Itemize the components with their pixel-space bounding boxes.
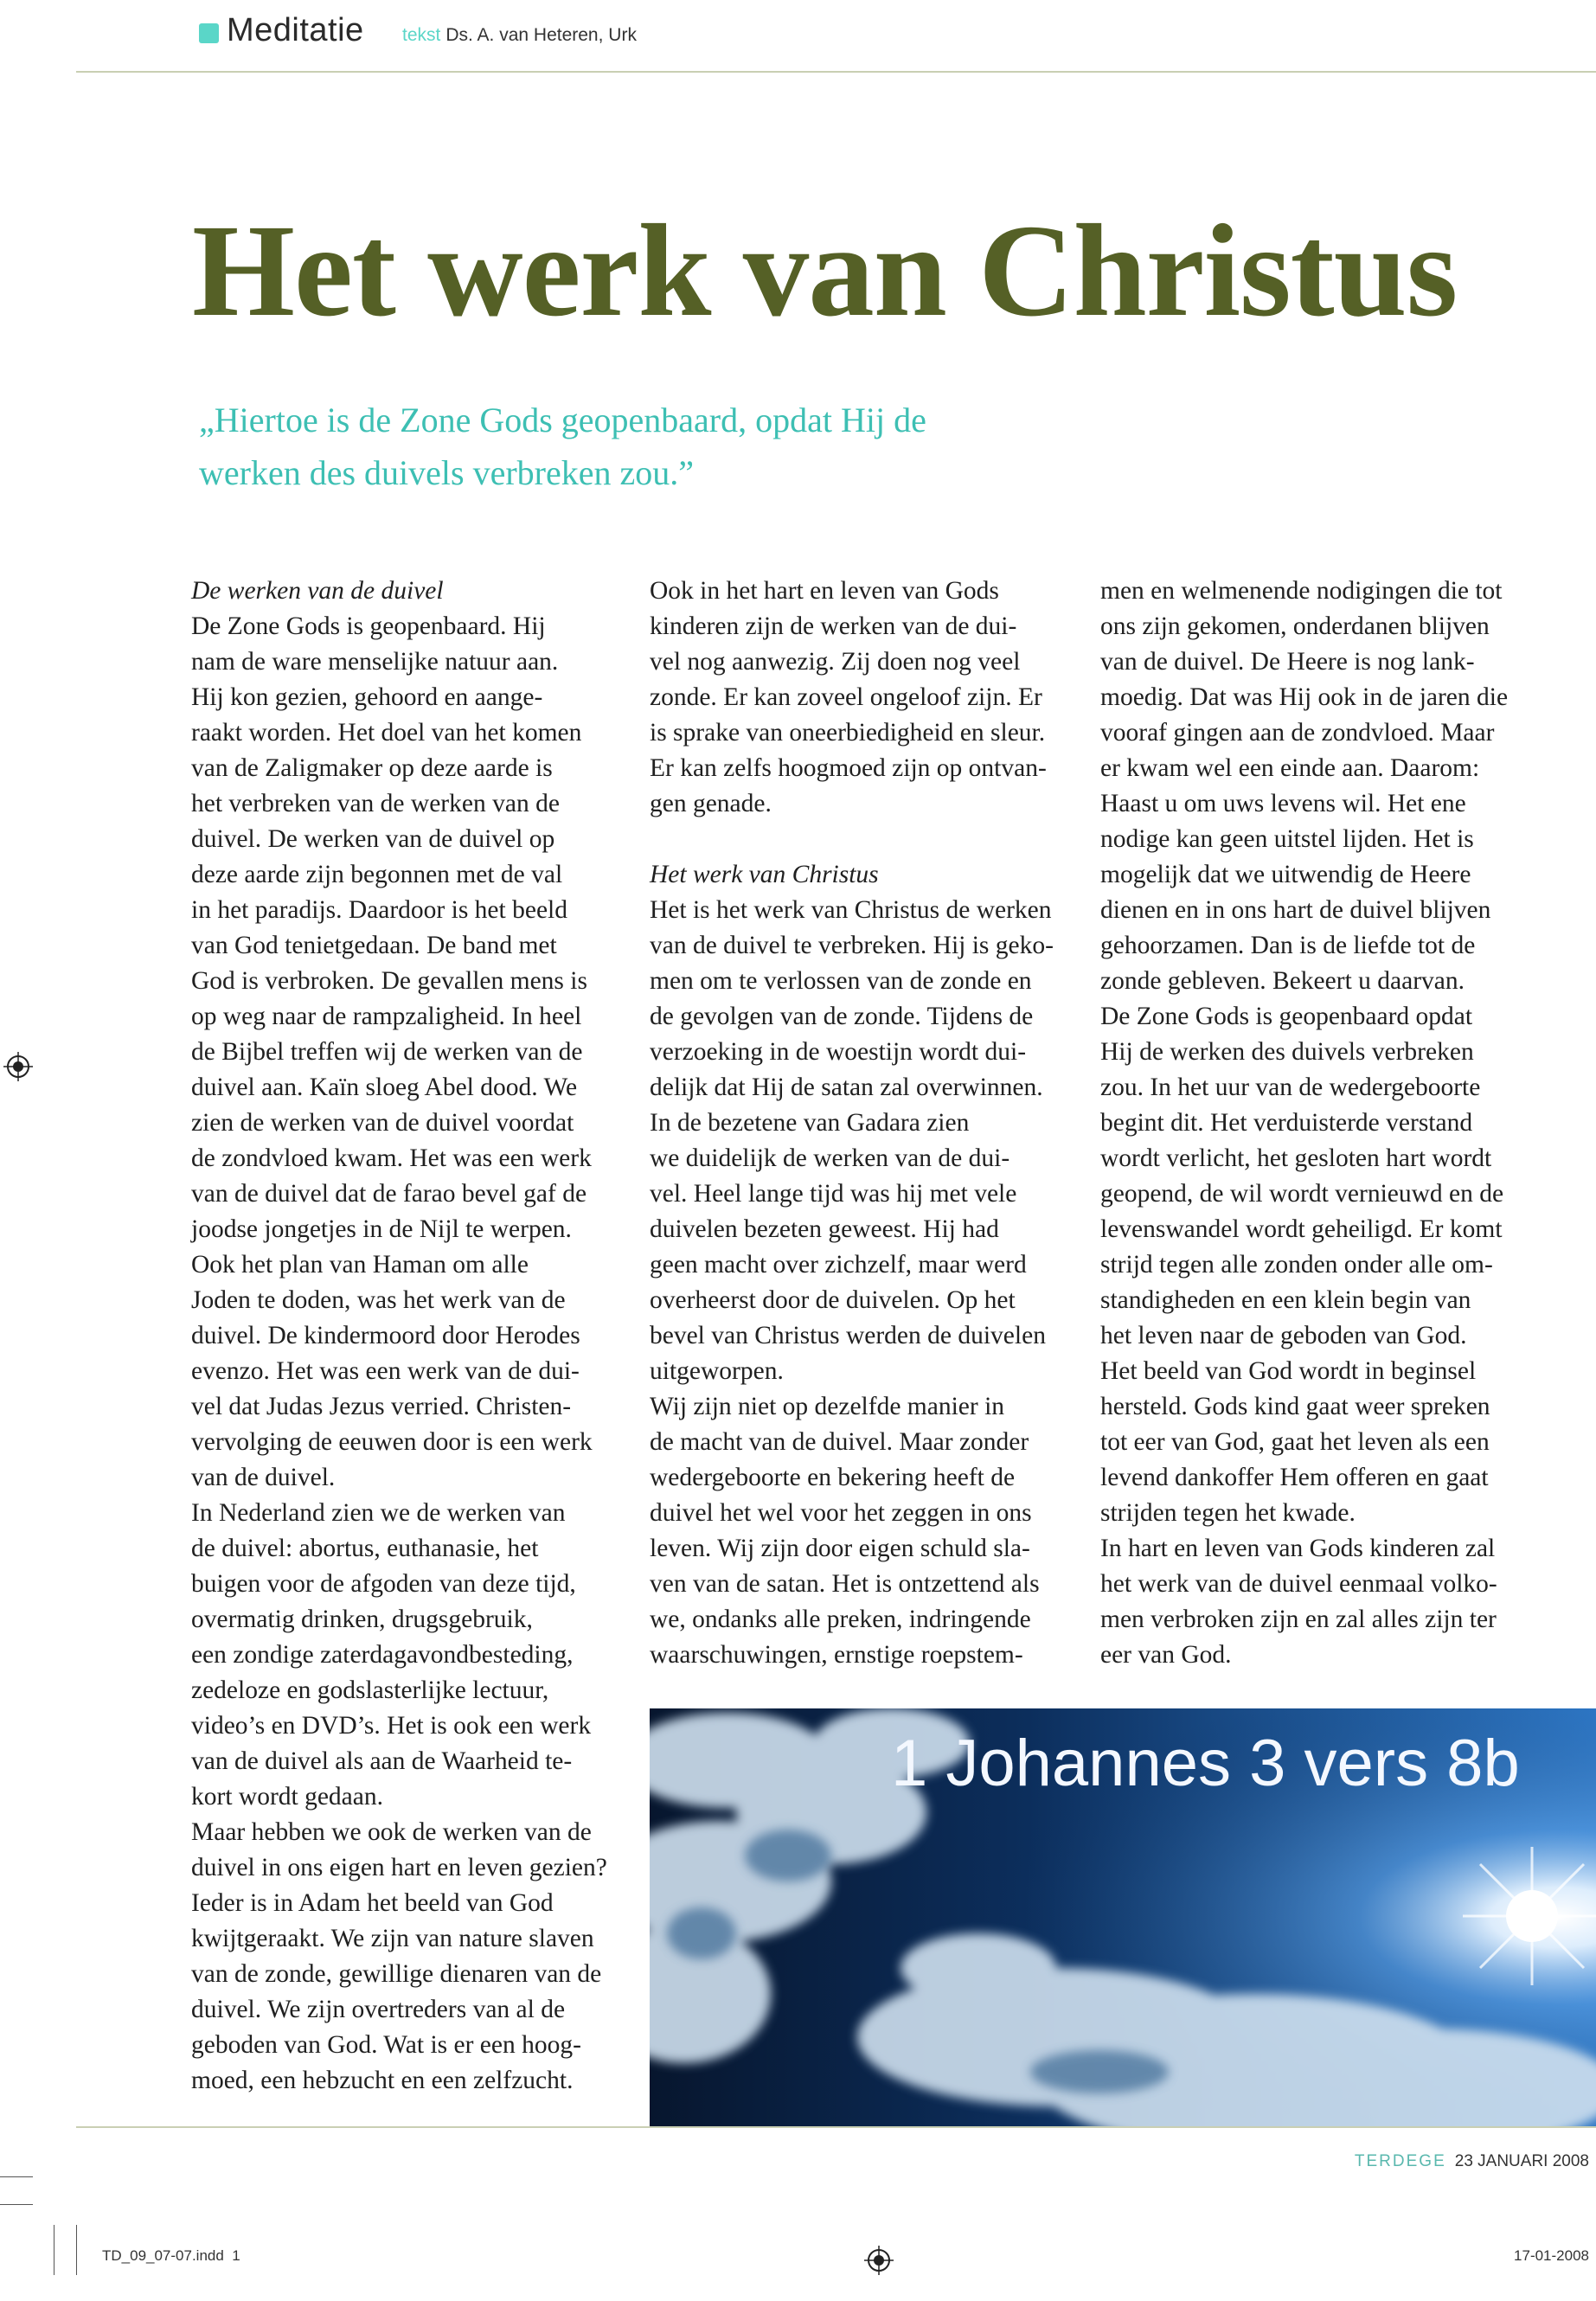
body-column-3 xyxy=(1100,574,1550,1673)
body-text-line: waarschuwingen, ernstige roepstem- xyxy=(650,1641,1023,1669)
body-text-line: de macht van de duivel. Maar zonder xyxy=(650,1428,1029,1456)
body-text-line: verzoeking in de woestijn wordt dui- xyxy=(650,1038,1027,1066)
body-text-line: hersteld. Gods kind gaat weer spreken xyxy=(1100,1393,1490,1420)
body-text-line: geopend, de wil wordt vernieuwd en de xyxy=(1100,1180,1504,1208)
body-text-line: de gevolgen van de zonde. Tijdens de xyxy=(650,1003,1034,1030)
section-label: Meditatie xyxy=(227,12,364,48)
body-text-line: men om te verlossen van de zonde en xyxy=(650,967,1032,995)
page-footer xyxy=(1355,2152,1589,2171)
subheading: Het werk van Christus xyxy=(650,861,879,888)
body-text-line: in het paradijs. Daardoor is het beeld xyxy=(191,896,567,924)
body-text-line: duivel. We zijn overtreders van al de xyxy=(191,1996,566,2023)
body-text-line: uitgeworpen. xyxy=(650,1357,784,1385)
body-text-line: de duivel: abortus, euthanasie, het xyxy=(191,1535,539,1562)
body-text-line: zonde gebleven. Bekeert u daarvan. xyxy=(1100,967,1465,995)
body-text-line: moed, een hebzucht en een zelfzucht. xyxy=(191,2067,574,2094)
body-text-line: wordt verlicht, het gesloten hart wordt xyxy=(1100,1144,1492,1172)
body-text-line: duivel. De werken van de duivel op xyxy=(191,825,555,853)
body-text-line: we duidelijk de werken van de dui- xyxy=(650,1144,1010,1172)
body-text-line: van de Zaligmaker op deze aarde is xyxy=(191,754,553,782)
section-marker-icon xyxy=(199,23,219,43)
body-text-line: zedeloze en godslasterlijke lectuur, xyxy=(191,1676,549,1704)
pull-quote xyxy=(199,394,1047,499)
issue-date: 23 JANUARI 2008 xyxy=(1454,2152,1589,2170)
body-text-line: ons zijn gekomen, onderdanen blijven xyxy=(1100,612,1490,640)
body-text-line: dienen en in ons hart de duivel blijven xyxy=(1100,896,1491,924)
body-text-line: duivel. De kindermoord door Herodes xyxy=(191,1322,580,1349)
body-text-line: het verbreken van de werken van de xyxy=(191,790,560,817)
body-text-line: van de duivel dat de farao bevel gaf de xyxy=(191,1180,587,1208)
body-text-line: delijk dat Hij de satan zal overwinnen. xyxy=(650,1074,1043,1101)
body-text-line: begint dit. Het verduisterde verstand xyxy=(1100,1109,1473,1137)
body-text-line: van de duivel. De Heere is nog lank- xyxy=(1100,648,1475,676)
body-text-line: duivel aan. Kaïn sloeg Abel dood. We xyxy=(191,1074,578,1101)
body-text-line: eer van God. xyxy=(1100,1641,1232,1669)
image-caption: 1 Johannes 3 vers 8b xyxy=(891,1727,1520,1800)
body-text-line: moedig. Dat was Hij ook in de jaren die xyxy=(1100,683,1509,711)
body-text-line: Wij zijn niet op dezelfde manier in xyxy=(650,1393,1005,1420)
body-text-line: video’s en DVD’s. Het is ook een werk xyxy=(191,1712,592,1740)
body-text-line: Hij de werken des duivels verbreken xyxy=(1100,1038,1474,1066)
body-text-line: we, ondanks alle preken, indringende xyxy=(650,1606,1031,1633)
body-text-line: Ook in het hart en leven van Gods xyxy=(650,577,999,605)
body-column-1 xyxy=(191,574,641,2099)
author-credit xyxy=(402,25,637,46)
body-text-line: op weg naar de rampzaligheid. In heel xyxy=(191,1003,582,1030)
body-text-line: gen genade. xyxy=(650,790,772,817)
body-text-line: deze aarde zijn begonnen met de val xyxy=(191,861,563,888)
body-text-line: vel. Heel lange tijd was hij met vele xyxy=(650,1180,1017,1208)
body-text-line: Joden te doden, was het werk van de xyxy=(191,1286,566,1314)
body-text-line: Het is het werk van Christus de werken xyxy=(650,896,1052,924)
body-text-line: overmatig drinken, drugsgebruik, xyxy=(191,1606,533,1633)
body-text-line: van de zonde, gewillige dienaren van de xyxy=(191,1960,602,1988)
body-text-line: nodige kan geen uitstel lijden. Het is xyxy=(1100,825,1474,853)
body-text-line: Maar hebben we ook de werken van de xyxy=(191,1818,592,1846)
body-text-line: levend dankoffer Hem offeren en gaat xyxy=(1100,1464,1489,1491)
body-text-line: leven. Wij zijn door eigen schuld sla- xyxy=(650,1535,1030,1562)
magazine-name: TERDEGE xyxy=(1354,2152,1446,2170)
slug-file: TD_09_07-07.indd xyxy=(102,2247,224,2264)
body-text-line: van de duivel. xyxy=(191,1464,336,1491)
body-text-line: evenzo. Het was een werk van de dui- xyxy=(191,1357,580,1385)
body-text-line: van God tenietgedaan. De band met xyxy=(191,932,557,959)
body-text-line: duivelen bezeten geweest. Hij had xyxy=(650,1215,999,1243)
body-text-line: Ieder is in Adam het beeld van God xyxy=(191,1889,554,1917)
body-text-line: men verbroken zijn en zal alles zijn ter xyxy=(1100,1606,1497,1633)
body-text-line: de zondvloed kwam. Het was een werk xyxy=(191,1144,592,1172)
body-text-line: is sprake van oneerbiedigheid en sleur. xyxy=(650,719,1046,747)
body-text-line: In de bezetene van Gadara zien xyxy=(650,1109,970,1137)
body-text-line: duivel in ons eigen hart en leven gezien? xyxy=(191,1854,607,1881)
registration-mark-icon xyxy=(864,2246,894,2275)
body-text-line: vel nog aanwezig. Zij doen nog veel xyxy=(650,648,1021,676)
subheading: De werken van de duivel xyxy=(191,577,444,605)
body-text-line: er kwam wel een einde aan. Daarom: xyxy=(1100,754,1480,782)
author-name: Ds. A. van Heteren, Urk xyxy=(445,25,637,45)
body-text-line: kort wordt gedaan. xyxy=(191,1783,383,1811)
crop-mark xyxy=(76,2225,77,2275)
body-text-line: ven van de satan. Het is ontzettend als xyxy=(650,1570,1040,1598)
footer-rule xyxy=(76,2126,1596,2128)
registration-mark-icon xyxy=(3,1052,33,1081)
crop-mark xyxy=(0,2204,33,2205)
body-text-line: van de duivel als aan de Waarheid te- xyxy=(191,1747,573,1775)
body-text-line: buigen voor de afgoden van deze tijd, xyxy=(191,1570,576,1598)
body-text-line: men en welmenende nodigingen die tot xyxy=(1100,577,1503,605)
body-text-line: joodse jongetjes in de Nijl te werpen. xyxy=(191,1215,572,1243)
body-text-line: De Zone Gods is geopenbaard opdat xyxy=(1100,1003,1473,1030)
pull-quote-line: „Hiertoe is de Zone Gods geopenbaard, opdat Hij de xyxy=(199,401,926,439)
body-text-line: wedergeboorte en bekering heeft de xyxy=(650,1464,1016,1491)
body-text-line: Hij kon gezien, gehoord en aange- xyxy=(191,683,543,711)
body-text-line: bevel van Christus werden de duivelen xyxy=(650,1322,1046,1349)
body-text-line: levenswandel wordt geheiligd. Er komt xyxy=(1100,1215,1503,1243)
body-text-line: de Bijbel treffen wij de werken van de xyxy=(191,1038,583,1066)
body-text-line: nam de ware menselijke natuur aan. xyxy=(191,648,559,676)
header-rule xyxy=(76,71,1596,73)
slug-page: 1 xyxy=(232,2247,240,2264)
body-text-line: strijden tegen het kwade. xyxy=(1100,1499,1356,1527)
body-text-line: kinderen zijn de werken van de dui- xyxy=(650,612,1017,640)
body-text-line: zien de werken van de duivel voordat xyxy=(191,1109,574,1137)
body-text-line: mogelijk dat we uitwendig de Heere xyxy=(1100,861,1471,888)
body-text-line: raakt worden. Het doel van het komen xyxy=(191,719,582,747)
body-text-line: vooraf gingen aan de zondvloed. Maar xyxy=(1100,719,1495,747)
body-text-line: Haast u om uws levens wil. Het ene xyxy=(1100,790,1466,817)
slug-date: 17-01-2008 xyxy=(1514,2247,1589,2264)
body-text-line: kwijtgeraakt. We zijn van nature slaven xyxy=(191,1925,594,1952)
body-text-line: zou. In het uur van de wedergeboorte xyxy=(1100,1074,1481,1101)
body-text-line: geboden van God. Wat is er een hoog- xyxy=(191,2031,581,2059)
body-text-line: geen macht over zichzelf, maar werd xyxy=(650,1251,1027,1279)
body-text-line: vervolging de eeuwen door is een werk xyxy=(191,1428,593,1456)
print-slug xyxy=(102,2247,240,2265)
body-text-line: God is verbroken. De gevallen mens is xyxy=(191,967,587,995)
body-text-line: zonde. Er kan zoveel ongeloof zijn. Er xyxy=(650,683,1042,711)
body-text-line: In hart en leven van Gods kinderen zal xyxy=(1100,1535,1496,1562)
body-text-line: Het beeld van God wordt in beginsel xyxy=(1100,1357,1477,1385)
body-text-line: overheerst door de duivelen. Op het xyxy=(650,1286,1016,1314)
body-column-2 xyxy=(650,574,1082,1673)
body-text-line: Er kan zelfs hoogmoed zijn op ontvan- xyxy=(650,754,1047,782)
body-text-line: tot eer van God, gaat het leven als een xyxy=(1100,1428,1490,1456)
body-text-line: het leven naar de geboden van God. xyxy=(1100,1322,1467,1349)
body-text-line: In Nederland zien we de werken van xyxy=(191,1499,566,1527)
body-text-line: een zondige zaterdagavondbesteding, xyxy=(191,1641,574,1669)
body-text-line: het werk van de duivel eenmaal volko- xyxy=(1100,1570,1497,1598)
body-text-line: standigheden en een klein begin van xyxy=(1100,1286,1471,1314)
body-text-line: strijd tegen alle zonden onder alle om- xyxy=(1100,1251,1493,1279)
body-text-line: Ook het plan van Haman om alle xyxy=(191,1251,529,1279)
body-text-line: De Zone Gods is geopenbaard. Hij xyxy=(191,612,546,640)
pull-quote-line: werken des duivels verbreken zou.” xyxy=(199,453,694,492)
crop-mark xyxy=(0,2176,33,2177)
body-text-line: van de duivel te verbreken. Hij is geko- xyxy=(650,932,1054,959)
body-text-line: vel dat Judas Jezus verried. Christen- xyxy=(191,1393,572,1420)
article-title: Het werk van Christus xyxy=(192,198,1458,344)
body-text-line: duivel het wel voor het zeggen in ons xyxy=(650,1499,1032,1527)
body-text-line: gehoorzamen. Dan is de liefde tot de xyxy=(1100,932,1476,959)
credit-label: tekst xyxy=(402,25,441,45)
